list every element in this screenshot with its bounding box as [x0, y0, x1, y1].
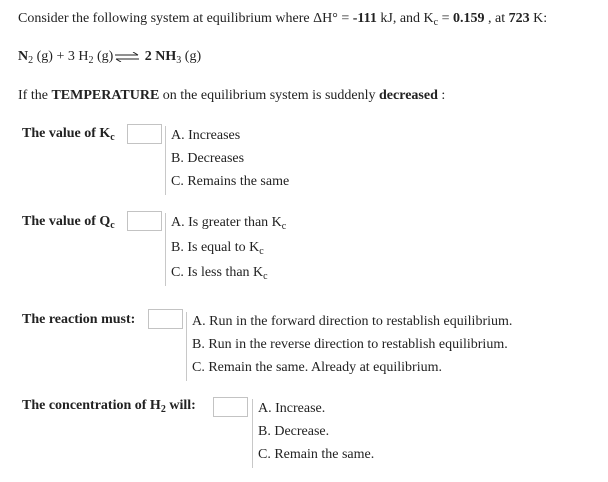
k-eq: = [438, 11, 454, 26]
q2-option-c-text: C. Is less than K [171, 265, 264, 280]
temp-value: 723 [508, 11, 530, 26]
delta-h-symbol: ΔH° [313, 11, 338, 26]
q2-label [22, 214, 115, 230]
q4-answer-input[interactable] [213, 397, 248, 417]
prompt-suffix: : [437, 88, 446, 103]
q2-option-a-text: A. Is greater than K [171, 215, 282, 230]
k-subscript: c [433, 17, 439, 28]
q2-option-b-text: B. Is equal to K [171, 240, 260, 255]
temp-prefix: , at [484, 11, 509, 26]
reactant-h-sub: 2 [88, 55, 94, 66]
q2-options [165, 213, 286, 286]
q2-label-sub: c [110, 220, 115, 231]
reactant-h-state: (g) [93, 49, 114, 64]
q1-label-text: The value of K [22, 126, 111, 141]
q4-option-c: C. Remain the same. [258, 447, 375, 462]
temp-suffix: K: [529, 11, 548, 26]
q3-option-a: A. Run in the forward direction to restablish equilibrium. [192, 314, 513, 329]
q1-options [165, 126, 289, 195]
reactant-n-sub: 2 [28, 55, 34, 66]
q2-option-b [171, 238, 286, 261]
q2-option-c [171, 263, 286, 286]
product-nh-sub: 3 [176, 55, 182, 66]
q1-answer-input[interactable] [127, 124, 162, 144]
reaction-equation [18, 49, 201, 65]
prompt-middle: on the equilibrium system is suddenly [159, 88, 380, 103]
q4-label-sub: 2 [160, 404, 166, 415]
q2-answer-input[interactable] [127, 211, 162, 231]
q1-label [22, 126, 115, 142]
q2-option-c-sub: c [263, 271, 268, 282]
q2-option-b-sub: c [259, 246, 264, 257]
delta-h-value: -111 [352, 11, 377, 26]
q1-option-c: C. Remains the same [171, 174, 290, 189]
q3-answer-input[interactable] [148, 309, 183, 329]
intro-text: Consider the following system at equilibrium where [18, 11, 314, 26]
q2-option-a-sub: c [281, 221, 287, 232]
reactant-n: N [18, 49, 29, 64]
question-intro [18, 11, 547, 27]
product-nh: 2 NH [141, 49, 177, 64]
delta-h-unit: kJ, and K [376, 11, 434, 26]
q4-option-a: A. Increase. [258, 401, 326, 416]
q3-option-c: C. Remain the same. Already at equilibrium. [192, 360, 442, 375]
q3-option-b: B. Run in the reverse direction to restablish equilibrium. [192, 337, 508, 352]
k-value: 0.159 [453, 11, 485, 26]
equilibrium-arrow-icon [114, 52, 140, 62]
q4-label-prefix: The concentration of H [22, 398, 161, 413]
q4-label [22, 398, 196, 414]
delta-h-eq: = [337, 11, 353, 26]
q3-label: The reaction must: [22, 312, 136, 327]
q3-options [186, 312, 512, 381]
reactant-n-state: (g) + 3 H [33, 49, 89, 64]
q4-label-suffix: will: [165, 398, 196, 413]
q1-label-sub: c [110, 132, 115, 143]
q4-options [252, 399, 374, 468]
prompt-prefix: If the [18, 88, 52, 103]
q4-option-b: B. Decrease. [258, 424, 330, 439]
prompt-keyword-2: decreased [379, 88, 438, 103]
q1-option-a: A. Increases [171, 128, 241, 143]
question-prompt [18, 88, 445, 104]
product-nh-state: (g) [181, 49, 202, 64]
q2-label-text: The value of Q [22, 214, 111, 229]
prompt-keyword: TEMPERATURE [51, 88, 160, 103]
q2-option-a [171, 213, 286, 236]
q1-option-b: B. Decreases [171, 151, 245, 166]
